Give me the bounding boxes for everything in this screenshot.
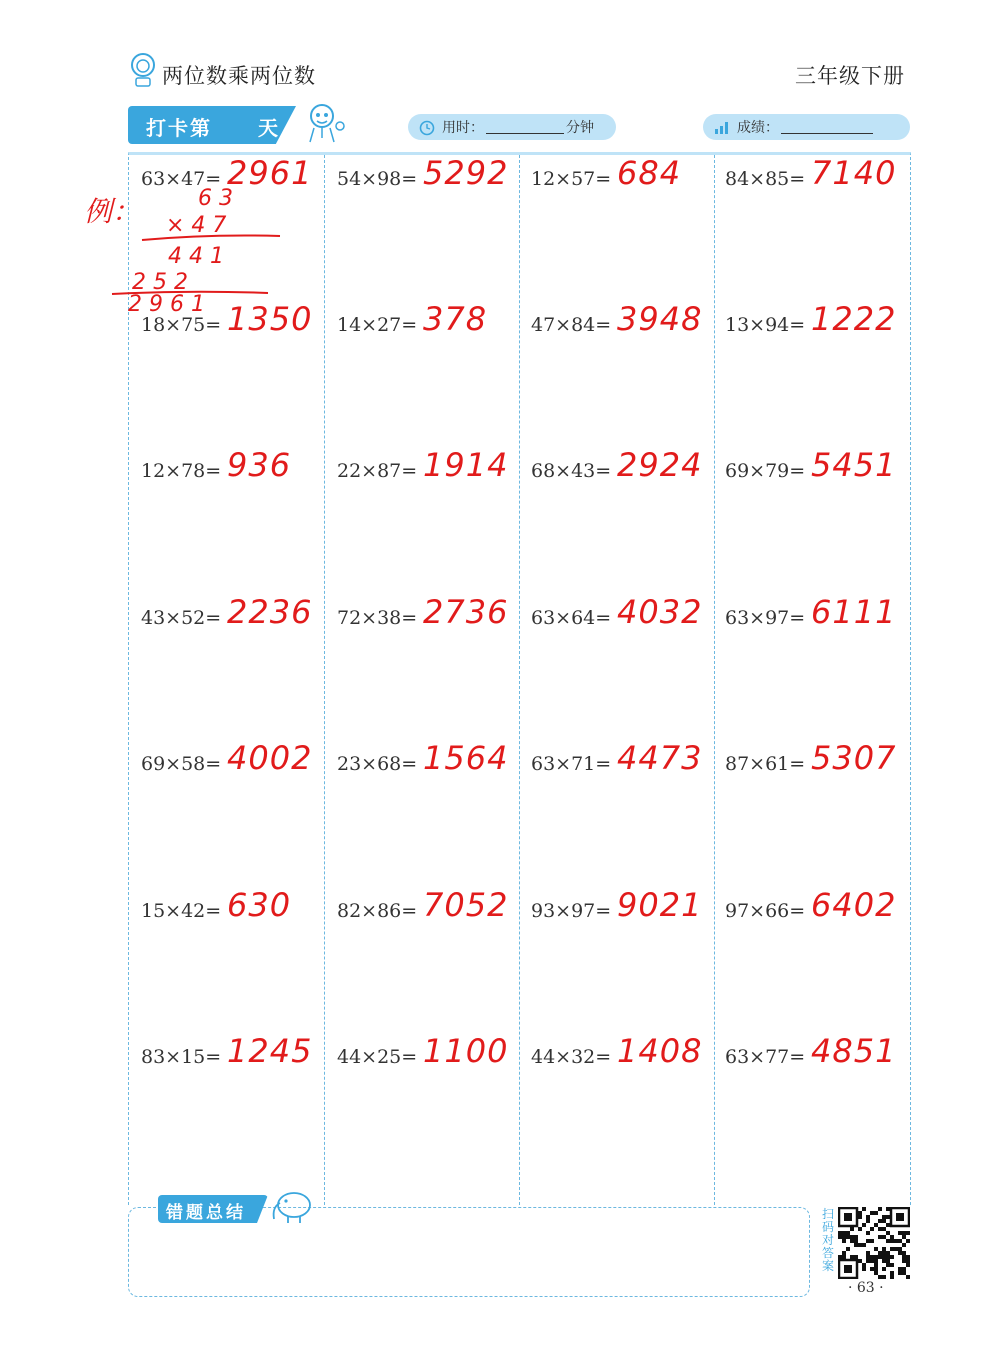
problem-text: 72×38= xyxy=(337,607,418,629)
example-top-number: 6 3 xyxy=(198,186,233,211)
example-marker: 例： xyxy=(84,195,141,228)
time-field xyxy=(408,114,616,140)
handwritten-answer: 6111 xyxy=(811,593,897,631)
handwritten-answer: 2736 xyxy=(423,593,509,631)
handwritten-answer: 4032 xyxy=(617,593,703,631)
handwritten-answer: 684 xyxy=(617,154,682,192)
problem-text: 83×15= xyxy=(141,1046,222,1068)
checkin-label: 打卡第 xyxy=(146,116,212,140)
problem-text: 82×86= xyxy=(337,900,418,922)
handwritten-answer: 3948 xyxy=(617,300,703,338)
problem-text: 63×97= xyxy=(725,607,806,629)
problem-text: 97×66= xyxy=(725,900,806,922)
example-multiplier: × 4 7 xyxy=(166,213,227,238)
elephant-icon xyxy=(266,1185,316,1225)
problem-text: 13×94= xyxy=(725,314,806,336)
handwritten-answer: 1100 xyxy=(423,1032,509,1070)
problem-text: 63×64= xyxy=(531,607,612,629)
handwritten-answer: 5307 xyxy=(811,739,897,777)
handwritten-answer: 1245 xyxy=(227,1032,313,1070)
problem-text: 18×75= xyxy=(141,314,222,336)
handwritten-answer: 7052 xyxy=(423,886,509,924)
handwritten-answer: 1222 xyxy=(811,300,897,338)
handwritten-answer: 2924 xyxy=(617,446,703,484)
handwritten-answer: 936 xyxy=(227,446,292,484)
handwritten-answer: 378 xyxy=(423,300,488,338)
problem-text: 54×98= xyxy=(337,168,418,190)
time-unit: 分钟 xyxy=(566,120,594,136)
time-label: 用时： xyxy=(442,120,484,136)
column-divider xyxy=(714,155,715,1205)
score-field xyxy=(703,114,910,140)
chart-trophy-icon xyxy=(713,118,731,136)
problem-text: 63×47= xyxy=(141,168,222,190)
handwritten-answer: 1914 xyxy=(423,446,509,484)
score-blank[interactable] xyxy=(781,120,873,134)
handwritten-answer: 6402 xyxy=(811,886,897,924)
problem-text: 63×77= xyxy=(725,1046,806,1068)
problem-text: 12×78= xyxy=(141,460,222,482)
handwritten-answer: 2961 xyxy=(227,154,313,192)
summary-label: 错题总结 xyxy=(166,1203,246,1223)
problem-text: 63×71= xyxy=(531,753,612,775)
example-partial-two: 2 5 2 xyxy=(132,270,188,295)
problem-text: 22×87= xyxy=(337,460,418,482)
qr-code-icon[interactable] xyxy=(838,1207,910,1279)
column-divider xyxy=(519,155,520,1205)
problem-text: 14×27= xyxy=(337,314,418,336)
problem-text: 69×79= xyxy=(725,460,806,482)
problem-text: 87×61= xyxy=(725,753,806,775)
problem-text: 68×43= xyxy=(531,460,612,482)
problem-text: 84×85= xyxy=(725,168,806,190)
problem-text: 44×32= xyxy=(531,1046,612,1068)
example-result: 2 9 6 1 xyxy=(128,292,205,317)
handwritten-answer: 4473 xyxy=(617,739,703,777)
example-partial-one: 4 4 1 xyxy=(168,244,224,269)
problem-text: 69×58= xyxy=(141,753,222,775)
handwritten-answer: 1408 xyxy=(617,1032,703,1070)
example-rule-line xyxy=(140,232,282,242)
monkey-icon xyxy=(298,98,348,148)
alarm-clock-icon xyxy=(418,118,436,136)
lion-logo-icon xyxy=(128,52,158,88)
grade-label: 三年级下册 xyxy=(795,64,905,88)
problem-text: 23×68= xyxy=(337,753,418,775)
handwritten-answer: 2236 xyxy=(227,593,313,631)
score-label: 成绩： xyxy=(737,120,779,136)
time-blank[interactable] xyxy=(486,120,564,134)
problem-text: 15×42= xyxy=(141,900,222,922)
handwritten-answer: 1564 xyxy=(423,739,509,777)
problem-text: 43×52= xyxy=(141,607,222,629)
problem-text: 93×97= xyxy=(531,900,612,922)
qr-label: 扫码对答案 xyxy=(822,1207,835,1273)
problem-text: 47×84= xyxy=(531,314,612,336)
handwritten-answer: 4002 xyxy=(227,739,313,777)
page-title: 两位数乘两位数 xyxy=(162,64,316,88)
handwritten-answer: 9021 xyxy=(617,886,703,924)
page-number: · 63 · xyxy=(848,1280,884,1296)
handwritten-answer: 1350 xyxy=(227,300,313,338)
handwritten-answer: 5451 xyxy=(811,446,897,484)
column-divider xyxy=(324,155,325,1205)
checkin-day-suffix: 天 xyxy=(258,116,278,140)
problem-text: 44×25= xyxy=(337,1046,418,1068)
handwritten-answer: 4851 xyxy=(811,1032,897,1070)
handwritten-answer: 5292 xyxy=(423,154,509,192)
handwritten-answer: 7140 xyxy=(811,154,897,192)
handwritten-answer: 630 xyxy=(227,886,292,924)
problem-text: 12×57= xyxy=(531,168,612,190)
